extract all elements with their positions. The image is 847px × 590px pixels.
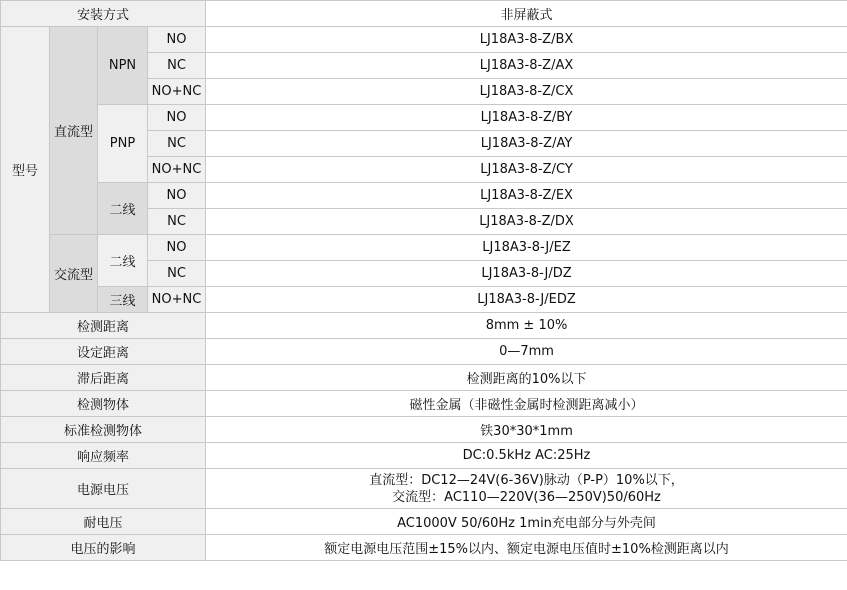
- spec-value: AC1000V 50/60Hz 1min充电部分与外壳间: [206, 509, 847, 535]
- spec-value: 磁性金属（非磁性金属时检测距离减小）: [206, 391, 847, 417]
- table-row: [1, 235, 847, 261]
- output-type: NC: [148, 53, 206, 79]
- spec-value: 8mm ± 10%: [206, 313, 847, 339]
- output-type: NO: [148, 183, 206, 209]
- npn-label: NPN: [98, 27, 148, 105]
- pnp-label: PNP: [98, 105, 148, 183]
- spec-row: [1, 417, 847, 443]
- output-type: NO+NC: [148, 157, 206, 183]
- output-type: NO: [148, 105, 206, 131]
- spec-value: 额定电源电压范围±15%以内、额定电源电压值时±10%检测距离以内: [206, 535, 847, 561]
- spec-label: 标准检测物体: [1, 417, 206, 443]
- table-row: [1, 183, 847, 209]
- spec-label: 耐电压: [1, 509, 206, 535]
- spec-row: [1, 443, 847, 469]
- spec-value-line: 交流型：AC110—220V(36—250V)50/60Hz: [392, 489, 661, 505]
- spec-row: [1, 509, 847, 535]
- model-label: 型号: [1, 27, 50, 313]
- output-type: NC: [148, 131, 206, 157]
- model-number: LJ18A3-8-Z/CX: [206, 79, 847, 105]
- spec-label: 电压的影响: [1, 535, 206, 561]
- header-row: [1, 1, 847, 27]
- output-type: NC: [148, 209, 206, 235]
- output-type: NO: [148, 235, 206, 261]
- spec-label: 响应频率: [1, 443, 206, 469]
- spec-row: [1, 535, 847, 561]
- spec-row: [1, 313, 847, 339]
- model-number: LJ18A3-8-Z/DX: [206, 209, 847, 235]
- spec-label: 滞后距离: [1, 365, 206, 391]
- spec-label: 电源电压: [1, 469, 206, 509]
- model-number: LJ18A3-8-Z/CY: [206, 157, 847, 183]
- dc-type-label: 直流型: [50, 27, 98, 235]
- model-number: LJ18A3-8-Z/AX: [206, 53, 847, 79]
- dc-two-wire-label: 二线: [98, 183, 148, 235]
- spec-row: [1, 365, 847, 391]
- spec-value-line: 直流型：DC12—24V(6-36V)脉动（P-P）10%以下，: [369, 472, 684, 488]
- spec-value: [206, 469, 847, 509]
- ac-type-label: 交流型: [50, 235, 98, 313]
- model-number: LJ18A3-8-J/EZ: [206, 235, 847, 261]
- output-type: NO+NC: [148, 287, 206, 313]
- spec-label: 设定距离: [1, 339, 206, 365]
- model-number: LJ18A3-8-J/EDZ: [206, 287, 847, 313]
- table-row: [1, 287, 847, 313]
- output-type: NO+NC: [148, 79, 206, 105]
- install-method-label: 安装方式: [1, 1, 206, 27]
- spec-value: 铁30*30*1mm: [206, 417, 847, 443]
- ac-two-wire-label: 二线: [98, 235, 148, 287]
- spec-value: DC:0.5kHz AC:25Hz: [206, 443, 847, 469]
- table-row: [1, 105, 847, 131]
- spec-row: [1, 469, 847, 509]
- spec-value: 检测距离的10%以下: [206, 365, 847, 391]
- output-type: NO: [148, 27, 206, 53]
- install-method-value: 非屏蔽式: [206, 1, 847, 27]
- spec-label: 检测距离: [1, 313, 206, 339]
- model-number: LJ18A3-8-J/DZ: [206, 261, 847, 287]
- table-row: [1, 27, 847, 53]
- spec-value: 0—7mm: [206, 339, 847, 365]
- spec-label: 检测物体: [1, 391, 206, 417]
- model-number: LJ18A3-8-Z/BX: [206, 27, 847, 53]
- ac-three-wire-label: 三线: [98, 287, 148, 313]
- spec-row: [1, 339, 847, 365]
- spec-row: [1, 391, 847, 417]
- model-number: LJ18A3-8-Z/AY: [206, 131, 847, 157]
- output-type: NC: [148, 261, 206, 287]
- model-number: LJ18A3-8-Z/BY: [206, 105, 847, 131]
- model-number: LJ18A3-8-Z/EX: [206, 183, 847, 209]
